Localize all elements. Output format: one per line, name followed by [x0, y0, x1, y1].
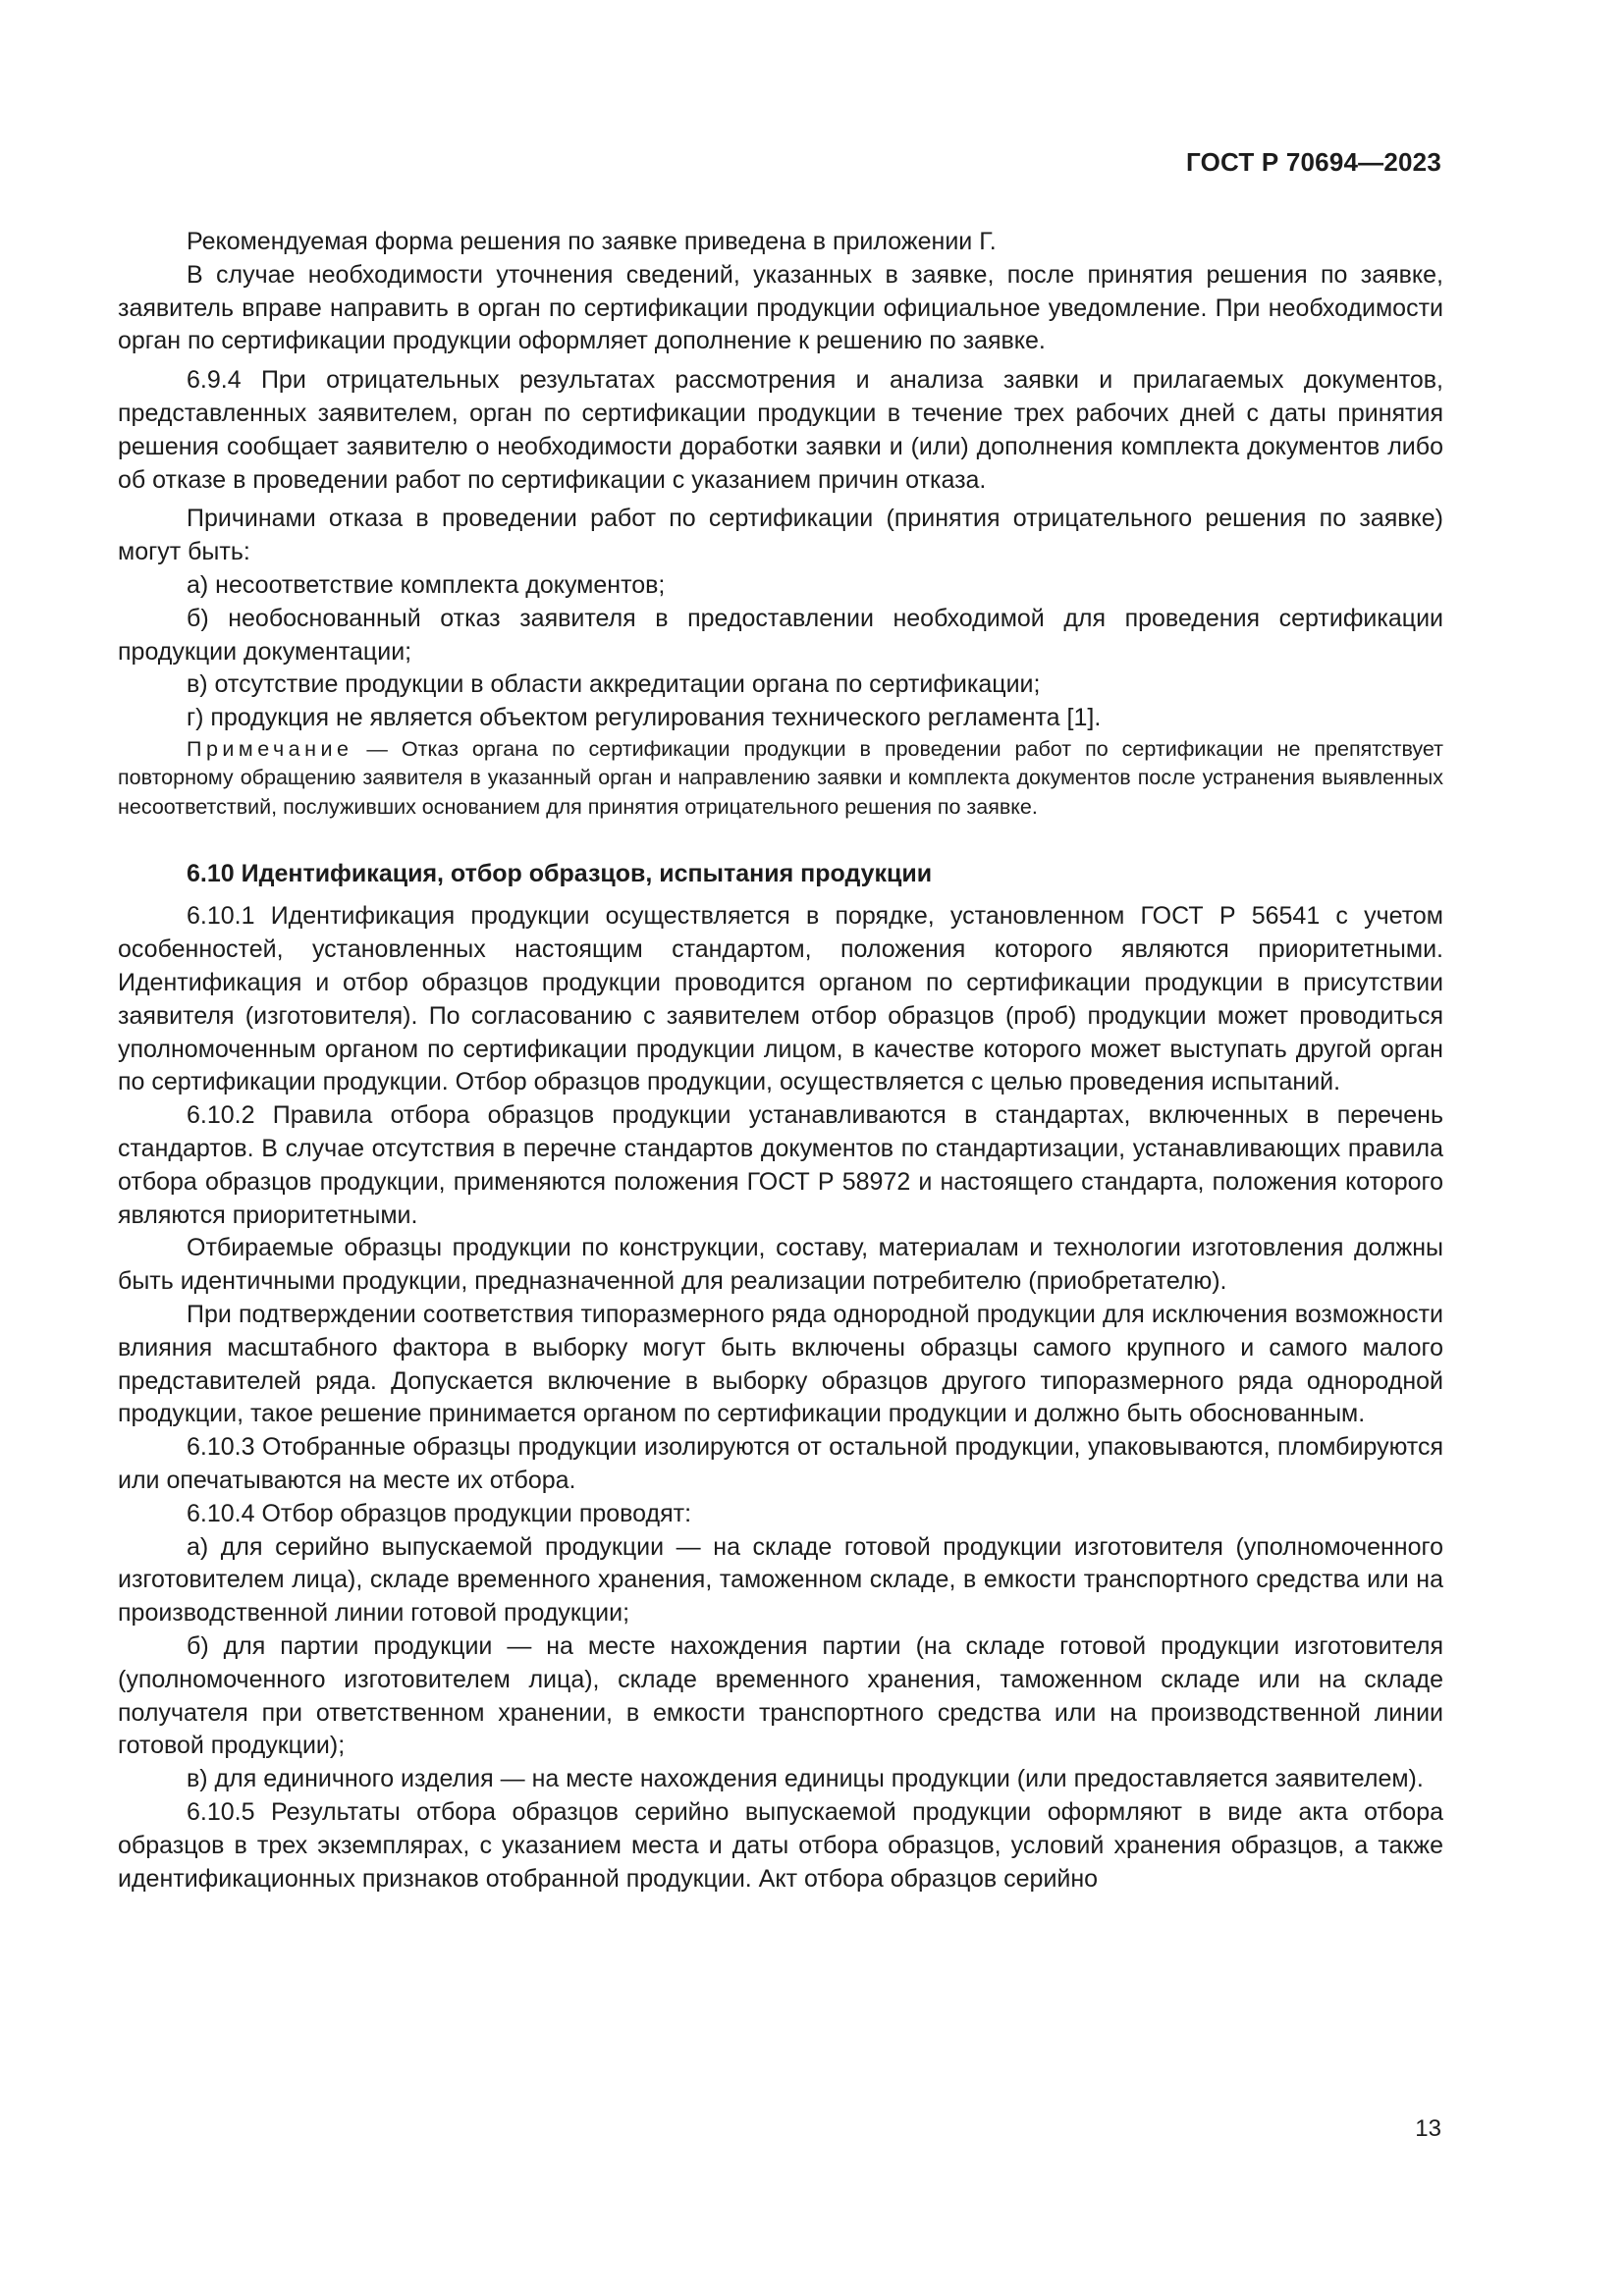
note-text: — Отказ органа по сертификации продукции в проведении работ по сертификации не препятствует повторному обращению заявителя в указанный орган и направлению заявки и комплекта документов после устранения выявленных несоответствий, послуживших основанием для принятия отрицательного решения по заявке. [118, 736, 1443, 819]
paragraph: Рекомендуемая форма решения по заявке приведена в приложении Г. [187, 228, 997, 255]
paragraph: 6.9.4 При отрицательных результатах рассмотрения и анализа заявки и прилагаемых документов, представленных заявителем, орган по сертификации продукции в течение трех рабочих дней с даты принятия решения сообщает заявителю о необходимости доработки заявки и (или) дополнения комплекта документов либо об отказе в проведении работ по сертификации с указанием причин отказа. [118, 366, 1443, 494]
note-block [118, 735, 1443, 823]
list-item: в) отсутствие продукции в области аккредитации органа по сертификации; [187, 670, 1041, 699]
list-item: в) для единичного изделия — на месте нахождения единицы продукции (или предоставляется заявителем). [187, 1765, 1424, 1793]
list-item: г) продукция не является объектом регулирования технического регламента [1]. [187, 704, 1102, 732]
document-id-header: ГОСТ Р 70694—2023 [1186, 147, 1441, 177]
paragraph: В случае необходимости уточнения сведений, указанных в заявке, после принятия решения по заявке, заявитель вправе направить в орган по сертификации продукции официальное уведомление. При необходимости орган по сертификации продукции оформляет дополнение к решению по заявке. [118, 260, 1443, 355]
paragraph: 6.10.5 Результаты отбора образцов серийно выпускаемой продукции оформляют в виде акта отбора образцов в трех экземплярах, с указанием места и даты отбора образцов, условий хранения образцов, а также идентификационных признаков отобранной продукции. Акт отбора образцов серийно [118, 1797, 1443, 1893]
list-item: б) для партии продукции — на месте нахождения партии (на складе готовой продукции изготовителя (уполномоченного изготовителем лица), складе временного хранения, таможенном складе или на складе получателя при ответственном хранении, в емкости транспортного средства или на производственной линии готовой продукции); [118, 1631, 1443, 1760]
list-item: а) несоответствие комплекта документов; [187, 570, 666, 599]
paragraph: 6.10.2 Правила отбора образцов продукции устанавливаются в стандартах, включенных в перечень стандартов. В случае отсутствия в перечне стандартов документов по стандартизации, устанавливающих правила отбора образцов продукции, применяются положения ГОСТ Р 58972 и настоящего стандарта, положения которого являются приоритетными. [118, 1101, 1443, 1229]
paragraph: 6.10.1 Идентификация продукции осуществляется в порядке, установленном ГОСТ Р 56541 с учетом особенностей, установленных настоящим стандартом, положения которого являются приоритетными. Идентификация и отбор образцов продукции проводится органом по сертификации продукции в присутствии заявителя (изготовителя). По согласованию с заявителем отбор образцов (проб) продукции может проводиться уполномоченным органом по сертификации продукции лицом, в качестве которого может выступать другой орган по сертификации продукции. Отбор образцов продукции, осуществляется с целью проведения испытаний. [118, 902, 1443, 1096]
section-heading: 6.10 Идентификация, отбор образцов, испытания продукции [187, 860, 933, 888]
paragraph: 6.10.3 Отобранные образцы продукции изолируются от остальной продукции, упаковываются, пломбируются или опечатываются на месте их отбора. [118, 1433, 1443, 1494]
note-label: Примечание [187, 736, 353, 761]
paragraph: При подтверждении соответствия типоразмерного ряда однородной продукции для исключения возможности влияния масштабного фактора в выборку могут быть включены образцы самого крупного и самого малого представителей ряда. Допускается включение в выборку образцов другого типоразмерного ряда однородной продукции, такое решение принимается органом по сертификации продукции и должно быть обоснованным. [118, 1301, 1443, 1428]
paragraph: Отбираемые образцы продукции по конструкции, составу, материалам и технологии изготовления должны быть идентичными продукции, предназначенной для реализации потребителю (приобретателю). [118, 1234, 1443, 1296]
list-item: б) необоснованный отказ заявителя в предоставлении необходимой для проведения сертификации продукции документации; [118, 604, 1443, 666]
list-item: а) для серийно выпускаемой продукции — на складе готовой продукции изготовителя (уполномоченного изготовителем лица), складе временного хранения, таможенном складе, в емкости транспортного средства или на производственной линии готовой продукции; [118, 1532, 1443, 1628]
paragraph: 6.10.4 Отбор образцов продукции проводят: [187, 1499, 692, 1527]
page-number: 13 [1415, 2115, 1441, 2142]
paragraph: Причинами отказа в проведении работ по сертификации (принятия отрицательного решения по заявке) могут быть: [118, 505, 1443, 566]
document-body [118, 226, 1443, 1896]
